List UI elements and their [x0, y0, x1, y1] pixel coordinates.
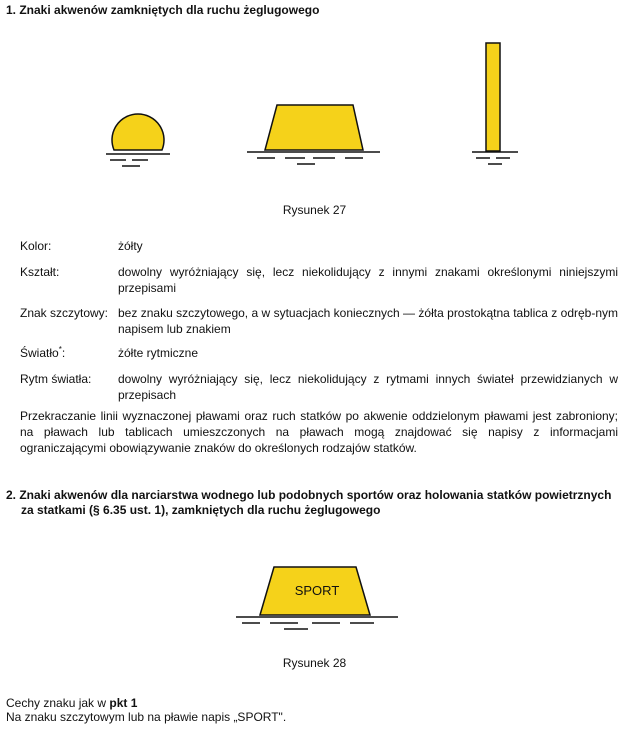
prop-label-light: Światło*: — [20, 345, 66, 360]
section1-paragraph: Przekraczanie linii wyznaczonej pławami oraz ruch statków po akwenie oddzielonym pławami jest zabroniony; na pławach lub tablicach umieszczonych na pławach mogą znajdować się napisy z informacjami ograniczającymi obowiązywanie znaków do określonych rodzajów statków. — [20, 409, 618, 455]
prop-label-color: Kolor: — [20, 239, 52, 253]
prop-value-topmark: bez znaku szczytowego, a w sytuacjach koniecznych — żółta prostokątna tablica z odręb-nym napisem lub znakiem — [118, 306, 618, 336]
trapezoid-buoy-figure — [245, 100, 385, 170]
section2-note: Cechy znaku jak w pkt 1 Na znaku szczytowym lub na pławie napis „SPORT". — [6, 696, 287, 724]
section2-title: 2. Znaki akwenów dla narciarstwa wodnego lub podobnych sportów oraz holowania statków powietrznych za statkami (§ 6.35 ust. 1), zamkniętych dla ruchu żeglugowego — [6, 488, 612, 517]
prop-value-color: żółty — [118, 239, 143, 253]
sport-sign-text: SPORT — [294, 583, 340, 598]
sphere-buoy-figure — [100, 110, 180, 175]
figure-28-caption: Rysunek 28 — [282, 656, 347, 670]
section1-title: 1. Znaki akwenów zamkniętych dla ruchu żeglugowego — [6, 3, 320, 17]
note-ref: pkt 1 — [109, 696, 138, 710]
sport-buoy-figure — [232, 563, 402, 643]
prop-label-rhythm: Rytm światła: — [20, 372, 92, 386]
prop-label-topmark: Znak szczytowy: — [20, 306, 109, 320]
spar-buoy-figure — [470, 40, 530, 170]
prop-value-rhythm: dowolny wyróżniający się, lecz niekolidujący z rytmami innych świateł przewidzianych w przepisach — [118, 372, 618, 402]
figure-27-caption: Rysunek 27 — [282, 203, 347, 217]
prop-label-shape: Kształt: — [20, 265, 60, 279]
prop-value-light: żółte rytmiczne — [118, 346, 199, 360]
prop-value-shape: dowolny wyróżniający się, lecz niekolidujący z innymi znakami określonymi niniejszymi przepisami — [118, 265, 618, 295]
